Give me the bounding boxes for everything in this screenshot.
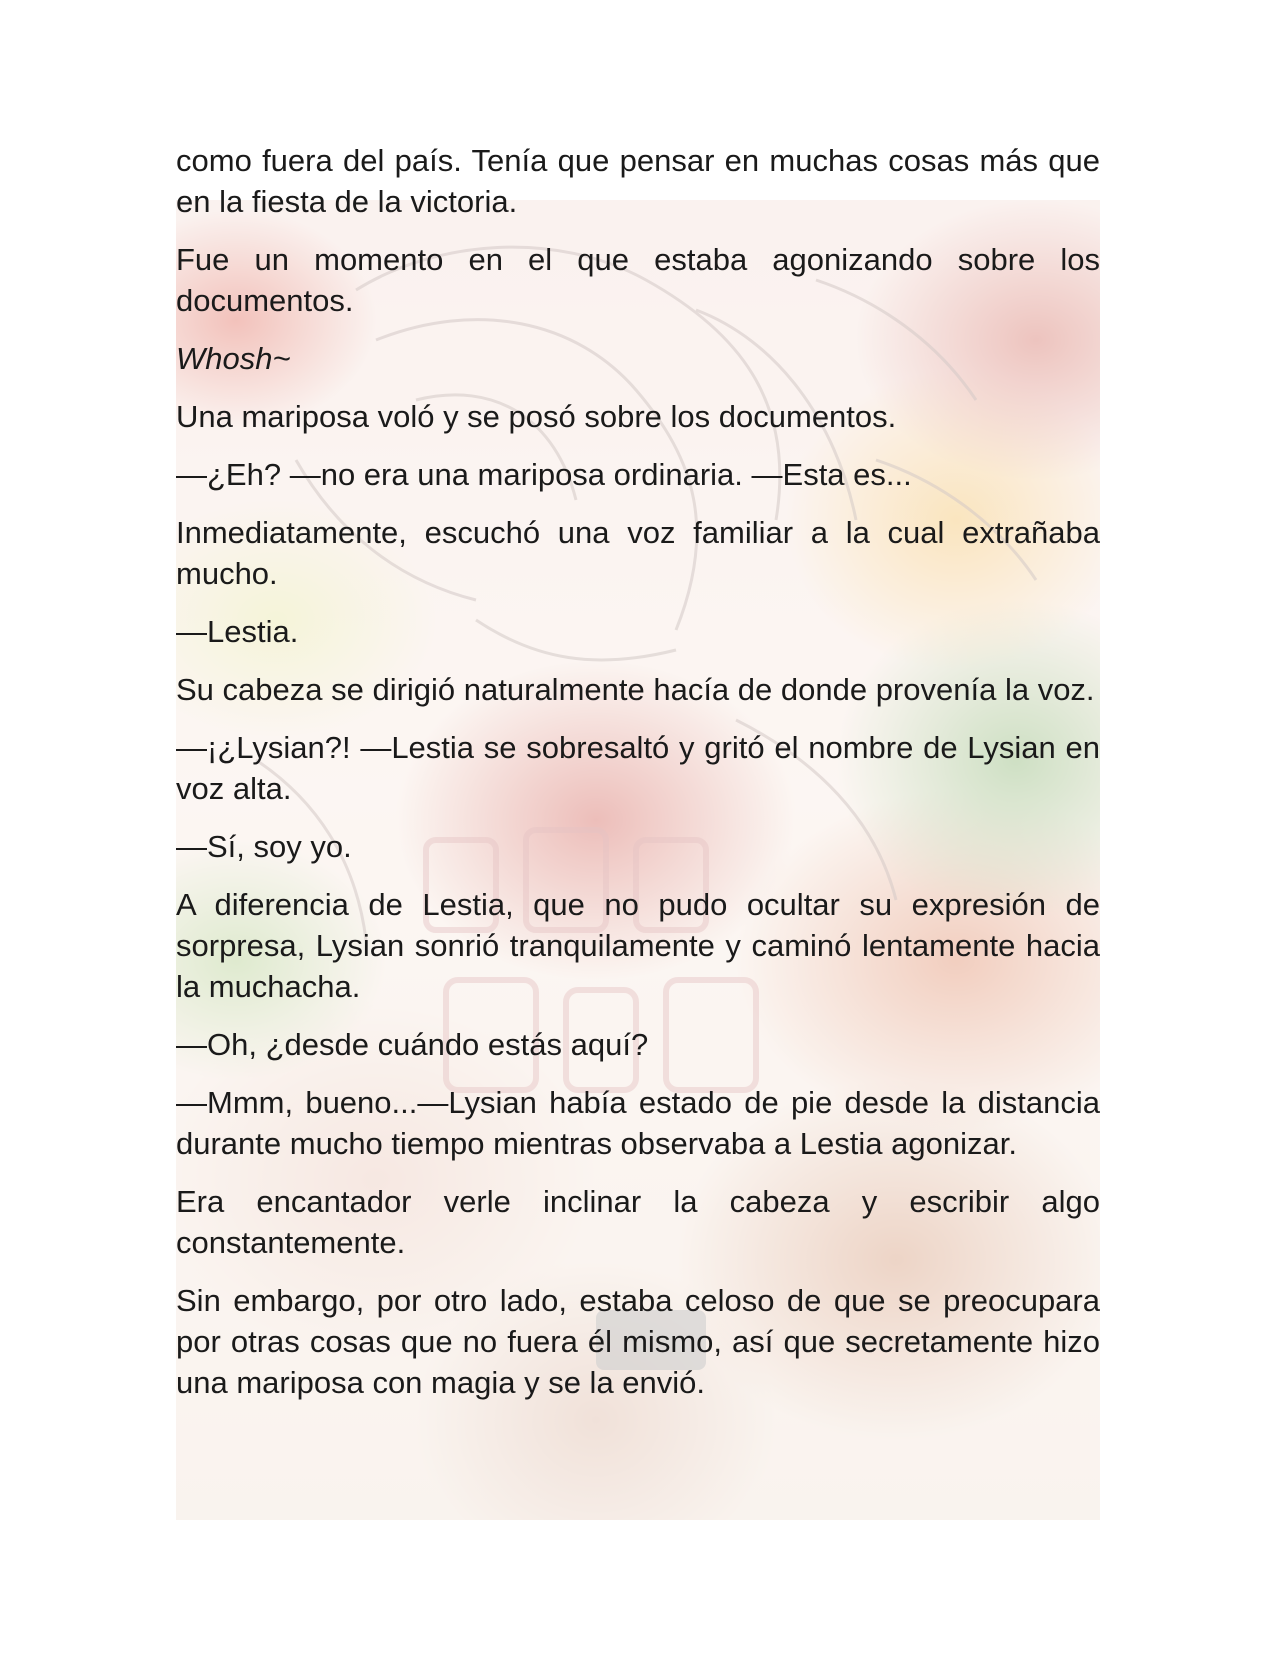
paragraph: —Lestia. bbox=[176, 614, 299, 649]
paragraph: —Sí, soy yo. bbox=[176, 829, 352, 864]
paragraph: Su cabeza se dirigió naturalmente hacía de donde provenía la voz. bbox=[176, 672, 1095, 707]
paragraph: Fue un momento en el que estaba agonizando sobre los documentos. bbox=[176, 242, 1100, 318]
paragraph: Inmediatamente, escuchó una voz familiar a la cual extrañaba mucho. bbox=[176, 515, 1100, 591]
body-text bbox=[176, 140, 1100, 1420]
paragraph: Una mariposa voló y se posó sobre los documentos. bbox=[176, 399, 897, 434]
paragraph: Sin embargo, por otro lado, estaba celoso de que se preocupara por otras cosas que no fuera él mismo, así que secretamente hizo una mariposa con magia y se la envió. bbox=[176, 1283, 1100, 1400]
paragraph: como fuera del país. Tenía que pensar en muchas cosas más que en la fiesta de la victoria. bbox=[176, 143, 1100, 219]
paragraph: —Mmm, bueno...—Lysian había estado de pie desde la distancia durante mucho tiempo mientras observaba a Lestia agonizar. bbox=[176, 1085, 1100, 1161]
paragraph: Whosh~ bbox=[176, 341, 291, 376]
paragraph: —¿Eh? —no era una mariposa ordinaria. —Esta es... bbox=[176, 457, 912, 492]
paragraph: Era encantador verle inclinar la cabeza y escribir algo constantemente. bbox=[176, 1184, 1100, 1260]
paragraph: A diferencia de Lestia, que no pudo ocultar su expresión de sorpresa, Lysian sonrió tranquilamente y caminó lentamente hacia la muchacha. bbox=[176, 887, 1100, 1004]
paragraph: —Oh, ¿desde cuándo estás aquí? bbox=[176, 1027, 649, 1062]
paragraph: —¡¿Lysian?! —Lestia se sobresaltó y gritó el nombre de Lysian en voz alta. bbox=[176, 730, 1100, 806]
